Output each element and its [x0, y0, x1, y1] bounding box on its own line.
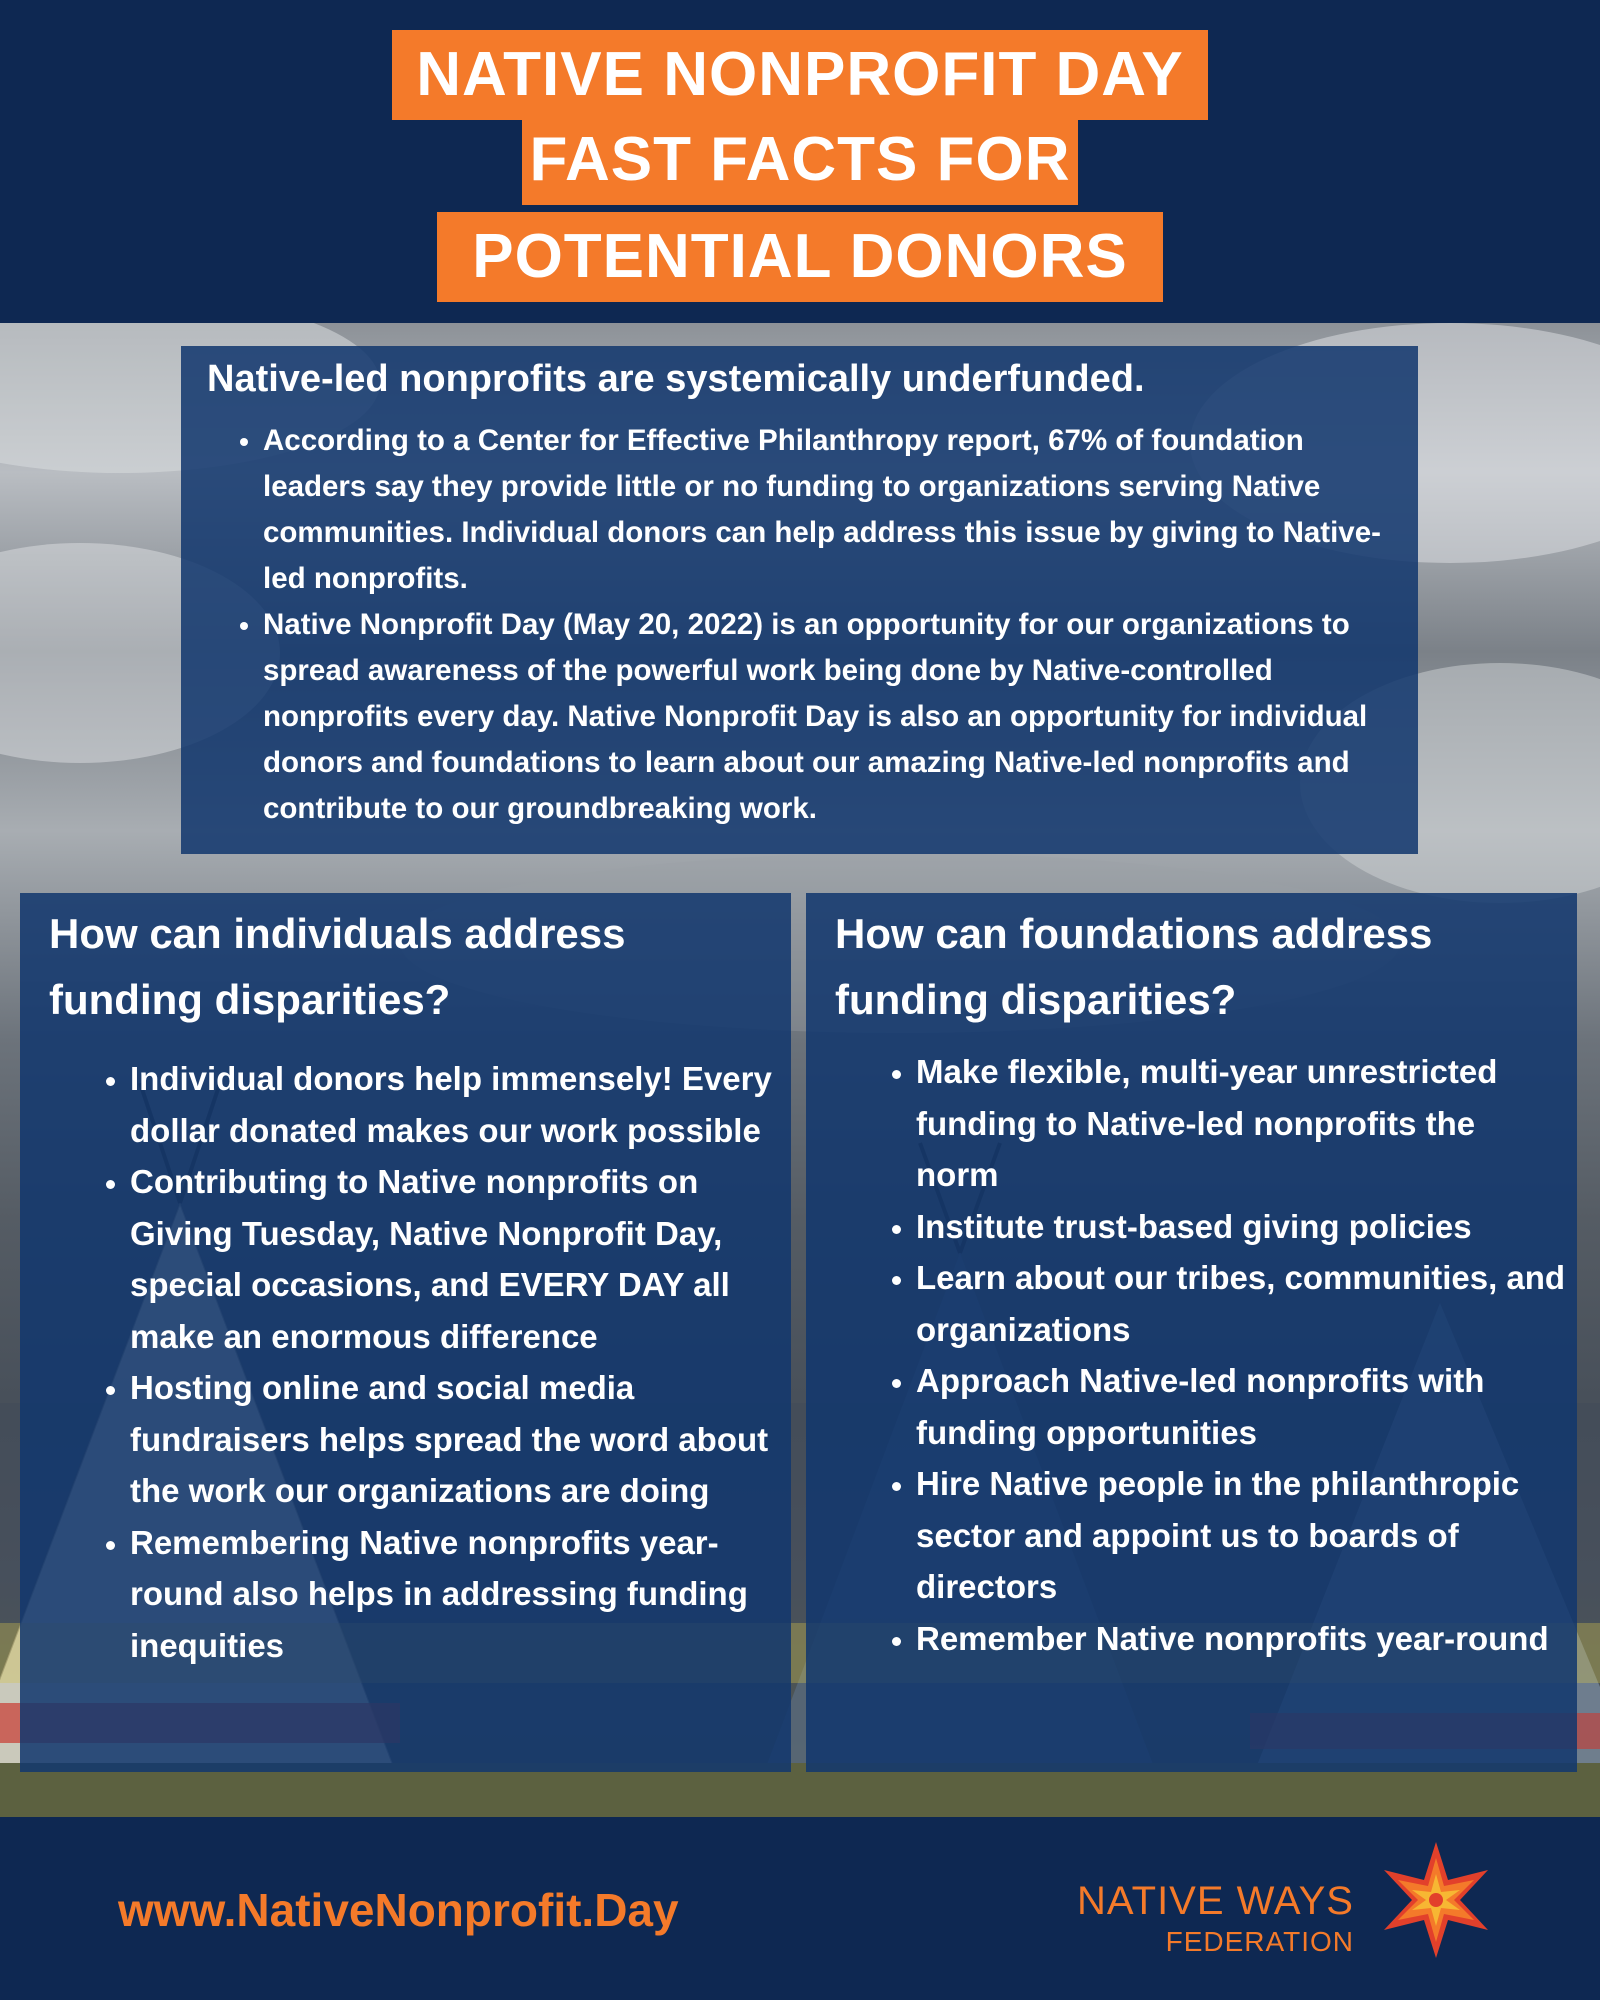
list-item: • Individual donors help immensely! Every dollar donated makes our work possible	[130, 1053, 780, 1156]
logo-subtitle: FEDERATION	[1165, 1926, 1354, 1957]
title-line-3: POTENTIAL DONORS	[437, 212, 1163, 302]
list-item: • Native Nonprofit Day (May 20, 2022) is an opportunity for our organizations to spread awareness of the powerful work being done by Native-controlled nonprofits every day. Native Nonprofit Day is also an opportunity for individual donors and foundations to learn about our amazing Native-led nonprofits and contribute to our groundbreaking work.	[263, 602, 1413, 832]
individuals-bullet-list	[102, 1053, 780, 1671]
foundations-panel	[806, 893, 1577, 1772]
individuals-panel	[20, 893, 791, 1772]
list-item: • Contributing to Native nonprofits on Giving Tuesday, Native Nonprofit Day, special occasions, and EVERY DAY all make an enormous difference	[130, 1156, 780, 1362]
list-item: • Hosting online and social media fundraisers helps spread the word about the work our organizations are doing	[130, 1362, 780, 1517]
list-item: • Remember Native nonprofits year-round	[916, 1613, 1566, 1665]
foundations-heading: How can foundations address funding disparities?	[835, 910, 1433, 1023]
intro-panel	[181, 346, 1418, 854]
title-line-1: NATIVE NONPROFIT DAY	[392, 30, 1208, 120]
list-item: • Remembering Native nonprofits year-round also helps in addressing funding inequities	[130, 1517, 780, 1672]
list-item: • Make flexible, multi-year unrestricted funding to Native-led nonprofits the norm	[916, 1046, 1566, 1201]
website-link[interactable]: www.NativeNonprofit.Day	[118, 1884, 679, 1936]
title-line-2: FAST FACTS FOR	[522, 115, 1078, 205]
star-logo-icon	[1376, 1840, 1496, 1960]
intro-bullet-list	[239, 418, 1413, 832]
list-item: • Institute trust-based giving policies	[916, 1201, 1566, 1253]
list-item: • According to a Center for Effective Philanthropy report, 67% of foundation leaders say they provide little or no funding to organizations serving Native communities. Individual donors can help address this issue by giving to Native-led nonprofits.	[263, 418, 1413, 602]
intro-heading: Native-led nonprofits are systemically underfunded.	[207, 358, 1145, 400]
foundations-bullet-list	[888, 1046, 1566, 1664]
list-item: • Approach Native-led nonprofits with funding opportunities	[916, 1355, 1566, 1458]
logo-name: NATIVE WAYS	[1077, 1879, 1354, 1923]
list-item: • Hire Native people in the philanthropic sector and appoint us to boards of directors	[916, 1458, 1566, 1613]
individuals-heading: How can individuals address funding disparities?	[49, 910, 626, 1023]
list-item: • Learn about our tribes, communities, and organizations	[916, 1252, 1566, 1355]
